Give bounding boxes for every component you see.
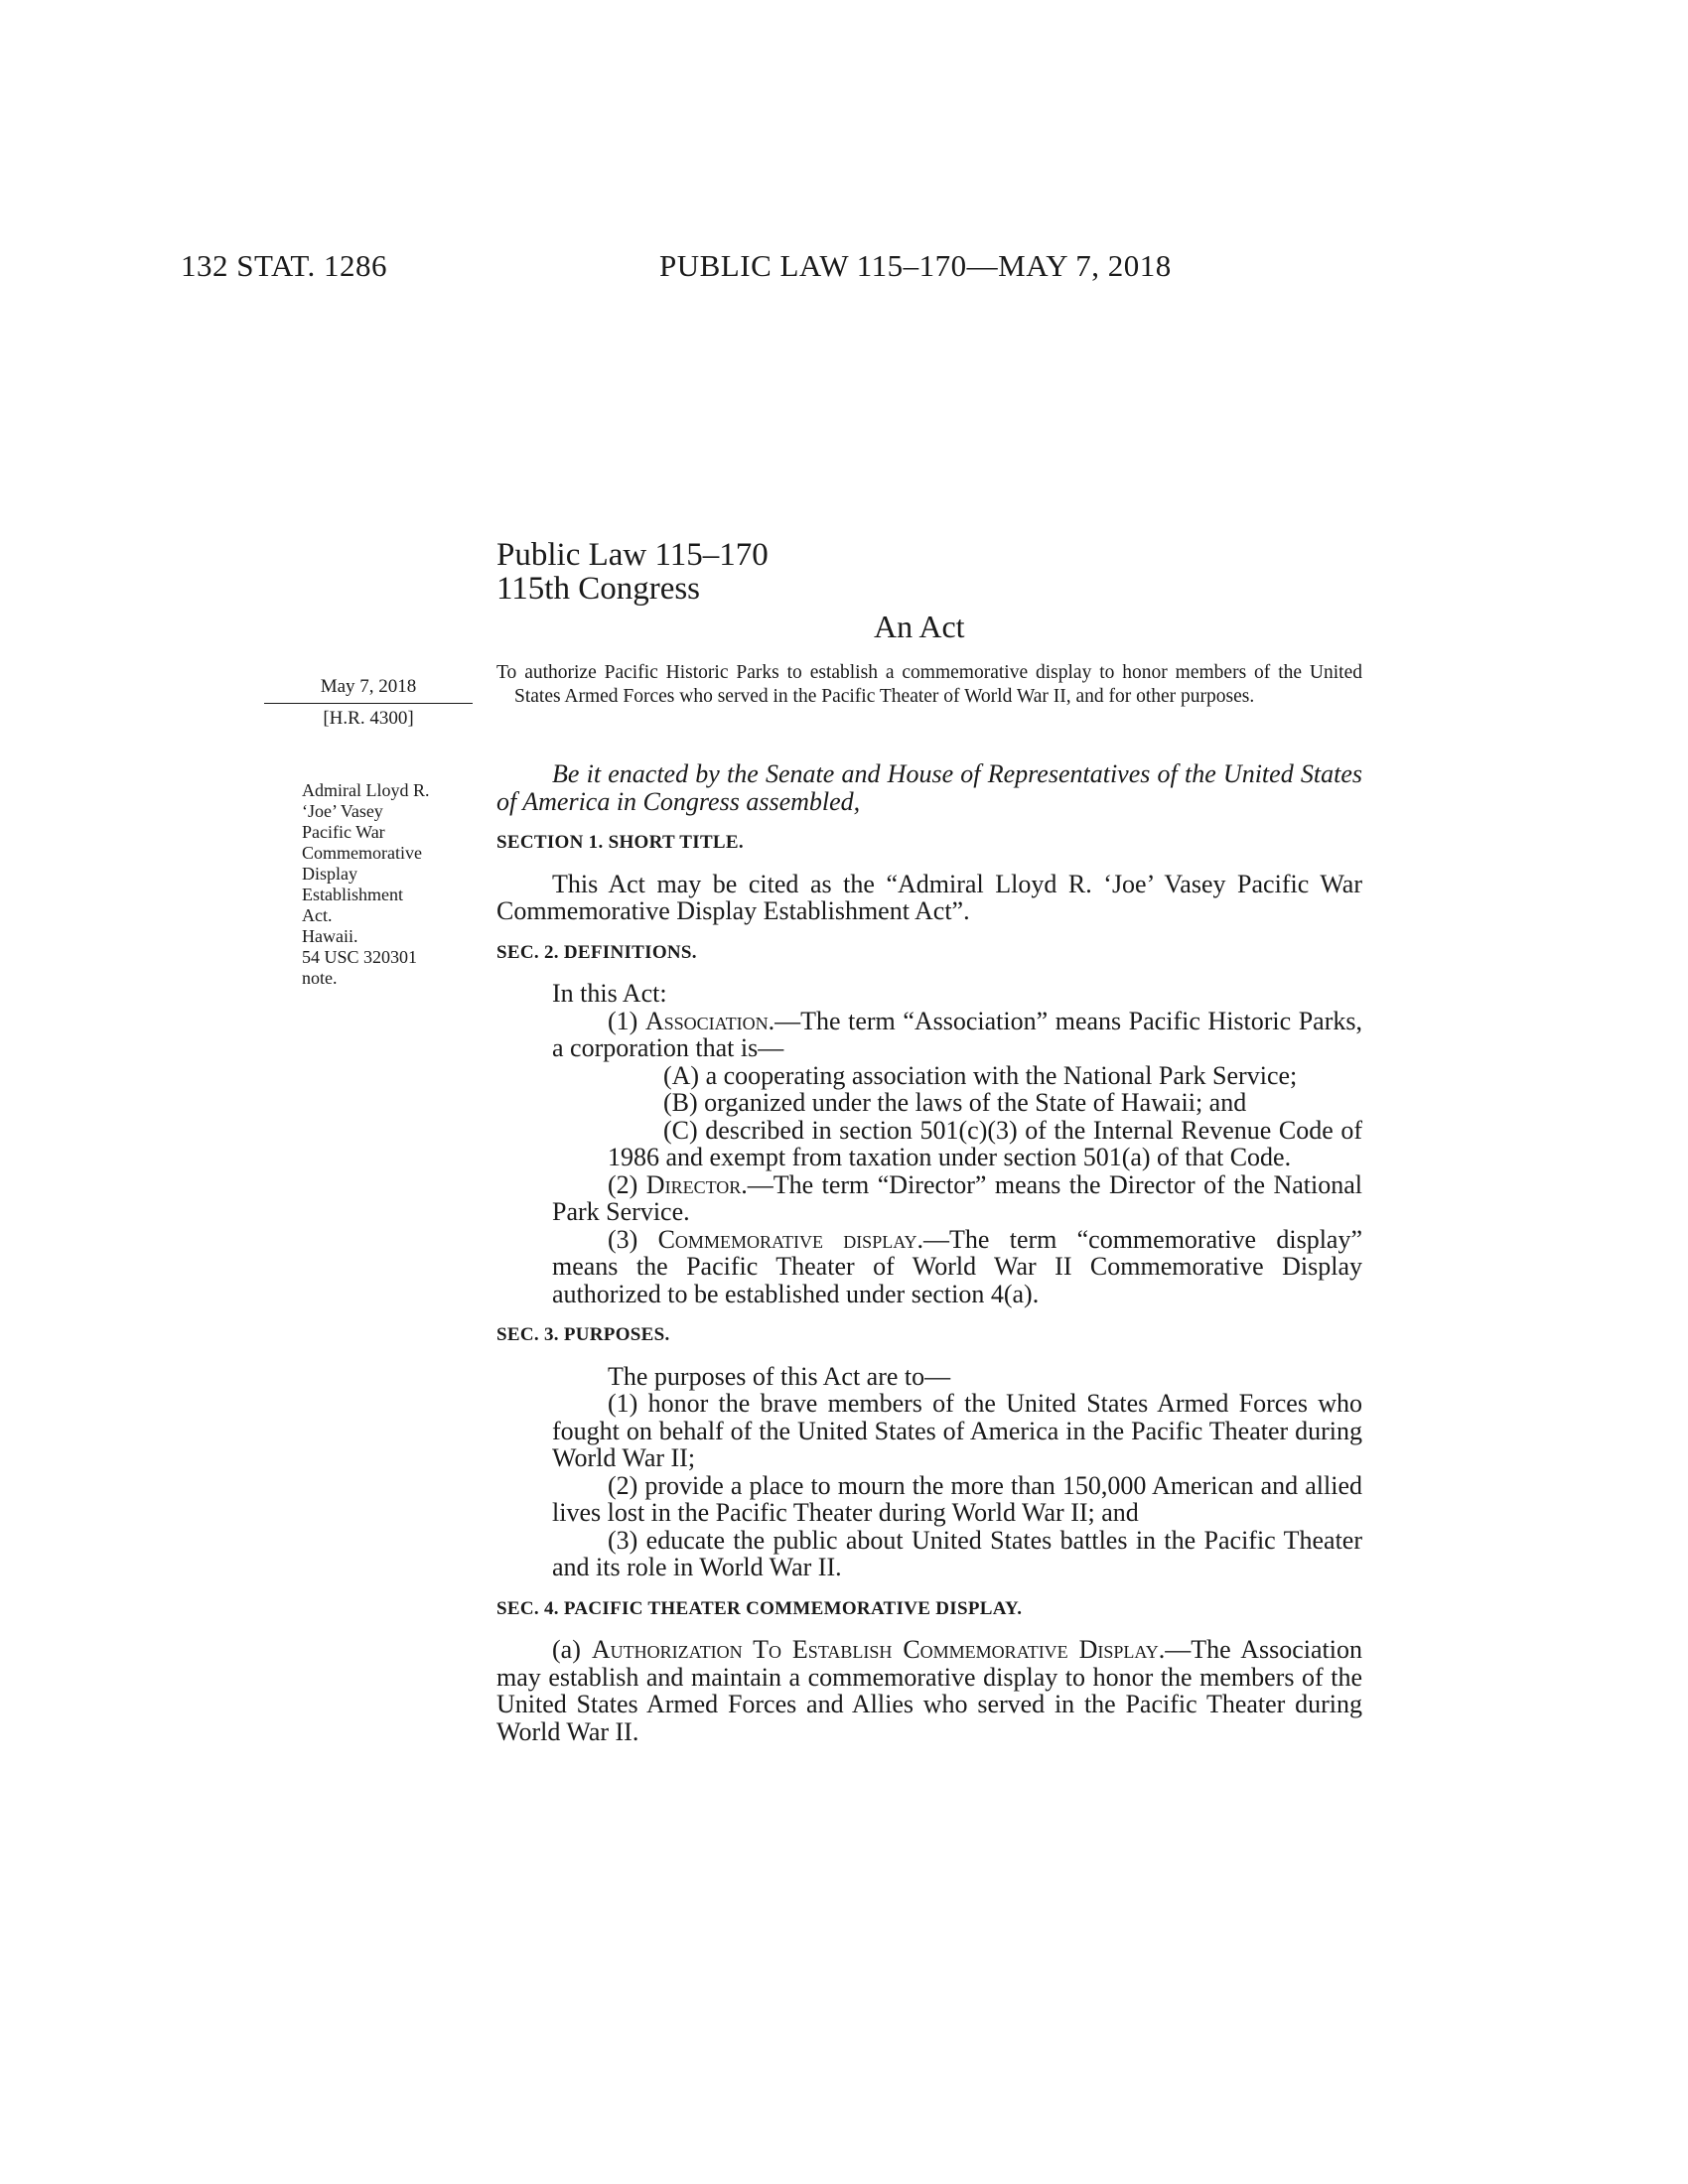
section-3-heading: SEC. 3. PURPOSES. <box>496 1324 670 1345</box>
definition-commemorative-display <box>496 1226 1362 1308</box>
margin-note: Commemorative <box>302 843 422 863</box>
margin-divider <box>264 703 473 704</box>
margin-note: Pacific War <box>302 822 385 842</box>
section-4-heading: SEC. 4. PACIFIC THEATER COMMEMORATIVE DISPLAY. <box>496 1597 1023 1619</box>
paragraph-number: (2) <box>608 1169 638 1199</box>
margin-note: Display <box>302 864 357 884</box>
an-act-heading: An Act <box>874 609 965 644</box>
margin-note: Admiral Lloyd R. <box>302 780 430 800</box>
subparagraph-c: (C) described in section 501(c)(3) of the Internal Revenue Code of 1986 and exempt from taxation under section 501(a) of that Code. <box>608 1115 1362 1171</box>
paragraph-number: (1) <box>608 1006 638 1035</box>
purpose-3: (3) educate the public about United States battles in the Pacific Theater and its role in World War II. <box>552 1525 1362 1581</box>
definition-text: .—The term “Director” means the Director of the National Park Service. <box>552 1169 1362 1226</box>
public-law-number: Public Law 115–170 <box>496 537 769 573</box>
defined-term: Commemorative display <box>657 1224 917 1254</box>
bill-number: [H.R. 4300] <box>323 708 414 729</box>
margin-note: note. <box>302 968 338 988</box>
subparagraph-b: (B) organized under the laws of the State of Hawaii; and <box>663 1088 1247 1117</box>
purpose-2: (2) provide a place to mourn the more than 150,000 American and allied lives lost in the Pacific Theater during World War II; and <box>552 1470 1362 1527</box>
subsection-text: .—The Association may establish and maintain a commemorative display to honor the members of the United States Armed Forces and Allies who served in the Pacific Theater during World War II. <box>496 1635 1362 1746</box>
margin-notes <box>302 780 471 989</box>
definition-director <box>496 1171 1362 1226</box>
section-2-heading: SEC. 2. DEFINITIONS. <box>496 941 697 963</box>
act-body <box>496 760 1362 1745</box>
section-2-intro: In this Act: <box>552 979 667 1008</box>
margin-note: Establishment <box>302 885 403 904</box>
subsection-heading: Authorization To Establish Commemorative Display <box>591 1635 1159 1664</box>
margin-note: ‘Joe’ Vasey <box>302 801 383 821</box>
long-title: To authorize Pacific Historic Parks to establish a commemorative display to honor members of the United States Armed Forces who served in the Pacific Theater of World War II, and for other purposes. <box>496 662 1362 707</box>
section-3-intro: The purposes of this Act are to— <box>608 1361 951 1391</box>
running-head-law: PUBLIC LAW 115–170—MAY 7, 2018 <box>659 248 1172 283</box>
subsection-number: (a) <box>552 1635 581 1664</box>
congress-label: 115th Congress <box>496 571 701 607</box>
defined-term: Director <box>645 1169 742 1199</box>
defined-term: Association <box>644 1006 769 1035</box>
purpose-1: (1) honor the brave members of the United States Armed Forces who fought on behalf of the United States of America in the Pacific Theater during World War II; <box>552 1389 1362 1472</box>
definition-text: .—The term “Association” means Pacific Historic Parks, a corporation that is— <box>552 1006 1362 1062</box>
paragraph-number: (3) <box>608 1224 638 1254</box>
definition-text: .—The term “commemorative display” means the Pacific Theater of World War II Commemorative Display authorized to be established under section 4(a). <box>552 1224 1362 1308</box>
enactment-date: May 7, 2018 <box>320 676 417 697</box>
subparagraph-a: (A) a cooperating association with the National Park Service; <box>663 1060 1298 1090</box>
enacting-clause: Be it enacted by the Senate and House of Representatives of the United States of America in Congress assembled, <box>496 759 1362 816</box>
subsection-a <box>496 1636 1362 1745</box>
margin-note: 54 USC 320301 <box>302 947 418 967</box>
section-1-text: This Act may be cited as the “Admiral Lloyd R. ‘Joe’ Vasey Pacific War Commemorative Display Establishment Act”. <box>496 869 1362 925</box>
margin-note: Act. <box>302 905 333 925</box>
definition-association <box>496 1008 1362 1062</box>
margin-note: Hawaii. <box>302 926 358 946</box>
section-1-heading: SECTION 1. SHORT TITLE. <box>496 832 744 853</box>
running-head-stat: 132 STAT. 1286 <box>181 248 388 283</box>
